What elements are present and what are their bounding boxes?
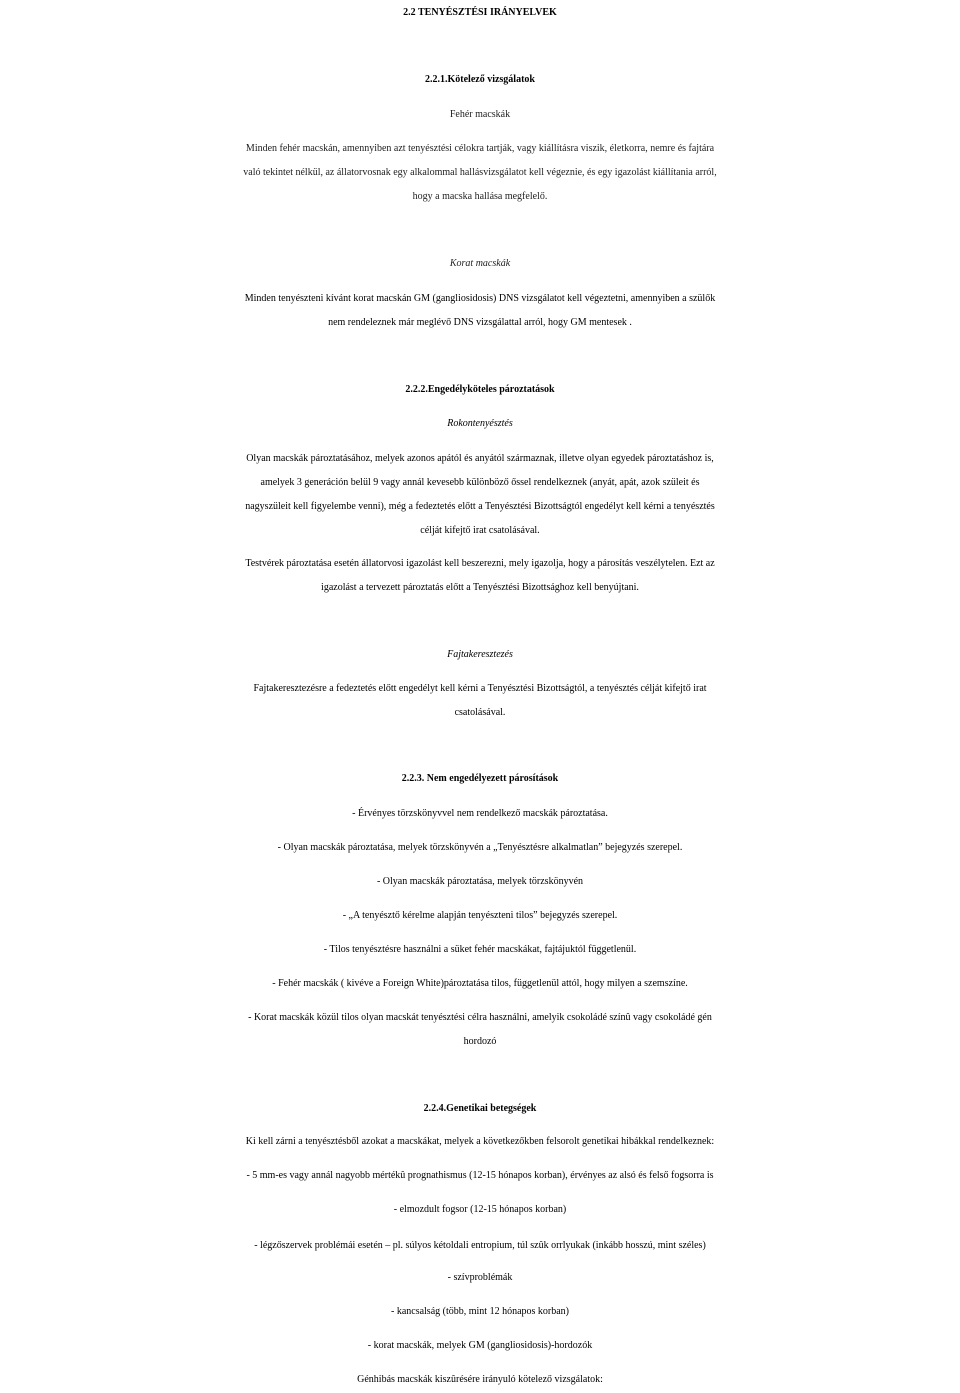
list-item: Génhibás macskák kiszûrésére irányuló kötelező vizsgálatok: [357, 1374, 603, 1385]
paragraph-line: Olyan macskák pároztatásához, melyek azonos apától és anyától származnak, illetve olyan egyedek pároztatáshoz is, [246, 453, 714, 464]
paragraph-line: csatolásával. [454, 707, 506, 718]
subheading-inbreeding: Rokontenyésztés [447, 418, 513, 429]
list-item: - szívproblémák [447, 1272, 513, 1283]
paragraph-line: Minden tenyészteni kívánt korat macskán GM (gangliosidosis) DNS vizsgálatot kell végeztetni, amennyiben a szülők [244, 293, 716, 304]
list-item: - korat macskák, melyek GM (gangliosidosis)-hordozók [367, 1340, 593, 1351]
subheading-korat-cats: Korat macskák [449, 258, 511, 269]
section-title-2-2-2: 2.2.2.Engedélyköteles pároztatások [405, 384, 555, 395]
paragraph-line: Fajtakeresztezésre a fedeztetés előtt engedélyt kell kérni a Tenyésztési Bizottságtól, a tenyésztés célját kifejtő irat [253, 683, 707, 694]
list-item: Ki kell zárni a tenyésztésből azokat a macskákat, melyek a következőkben felsorolt genetikai hibákkal rendelkeznek: [245, 1136, 715, 1147]
paragraph-line: Testvérek pároztatása esetén állatorvosi igazolást kell beszerezni, mely igazolja, hogy a párosítás veszélytelen. Ezt az [245, 558, 715, 569]
paragraph-line: való tekintet nélkül, az állatorvosnak egy alkalommal hallásvizsgálatot kell végeznie, és egy igazolást kiállítania arról, [243, 167, 717, 178]
paragraph-line: nem rendeleznek már meglévő DNS vizsgálattal arról, hogy GM mentesek . [328, 317, 632, 328]
list-item: hordozó [463, 1036, 497, 1047]
list-item: - Fehér macskák ( kivéve a Foreign White)pároztatása tilos, függetlenül attól, hogy milyen a szemszíne. [272, 978, 688, 989]
section-title-2-2-1: 2.2.1.Kötelező vizsgálatok [425, 74, 535, 85]
list-item: - Olyan macskák pároztatása, melyek törzskönyvén a „Tenyésztésre alkalmatlan” bejegyzés szerepel. [277, 842, 683, 853]
list-item: - elmozdult fogsor (12-15 hónapos korban) [393, 1204, 567, 1215]
paragraph-line: hogy a macska hallása megfelelő. [412, 191, 548, 202]
subheading-crossbreeding: Fajtakeresztezés [447, 649, 513, 660]
paragraph-line: célját kifejtő irat csatolásával. [420, 525, 540, 536]
subheading-white-cats: Fehér macskák [449, 109, 511, 120]
paragraph-line: nagyszüleit kell figyelembe venni), még a fedeztetés előtt a Tenyésztési Bizottságtól engedélyt kell kérni a tenyésztés [245, 501, 715, 512]
paragraph-line: igazolást a tervezett pároztatás előtt a Tenyésztési Bizottsághoz kell benyújtani. [321, 582, 639, 593]
list-item: - Olyan macskák pároztatása, melyek törzskönyvén [376, 876, 584, 887]
list-item: - Korat macskák közül tilos olyan macskát tenyésztési célra használni, amelyik csokoládé színû vagy csokoládé gén [248, 1012, 712, 1023]
list-item: - „A tenyésztő kérelme alapján tenyészteni tilos” bejegyzés szerepel. [342, 910, 618, 921]
paragraph-line: amelyek 3 generáción belül 9 vagy annál kevesebb különböző őssel rendelkeznek (anyát, apát, azok szüleit és [260, 477, 700, 488]
list-item: - Érvényes törzskönyvvel nem rendelkező macskák pároztatása. [352, 808, 608, 819]
list-item: - kancsalság (több, mint 12 hónapos korban) [390, 1306, 570, 1317]
list-item: - légzőszervek problémái esetén – pl. súlyos kétoldali entropium, túl szûk orrlyukak (inkább hosszú, mint széles) [254, 1240, 706, 1251]
document-heading: 2.2 TENYÉSZTÉSI IRÁNYELVEK [403, 7, 557, 18]
paragraph-line: Minden fehér macskán, amennyiben azt tenyésztési célokra tartják, vagy kiállításra viszik, életkorra, nemre és fajtára [245, 143, 715, 154]
list-item: - Tilos tenyésztésre használni a süket fehér macskákat, fajtájuktól függetlenül. [323, 944, 637, 955]
section-title-2-2-4: 2.2.4.Genetikai betegségek [423, 1103, 537, 1114]
list-item: - 5 mm-es vagy annál nagyobb mértékû prognathismus (12-15 hónapos korban), érvényes az alsó és felső fogsorra is [246, 1170, 714, 1181]
section-title-2-2-3: 2.2.3. Nem engedélyezett párosítások [401, 773, 559, 784]
